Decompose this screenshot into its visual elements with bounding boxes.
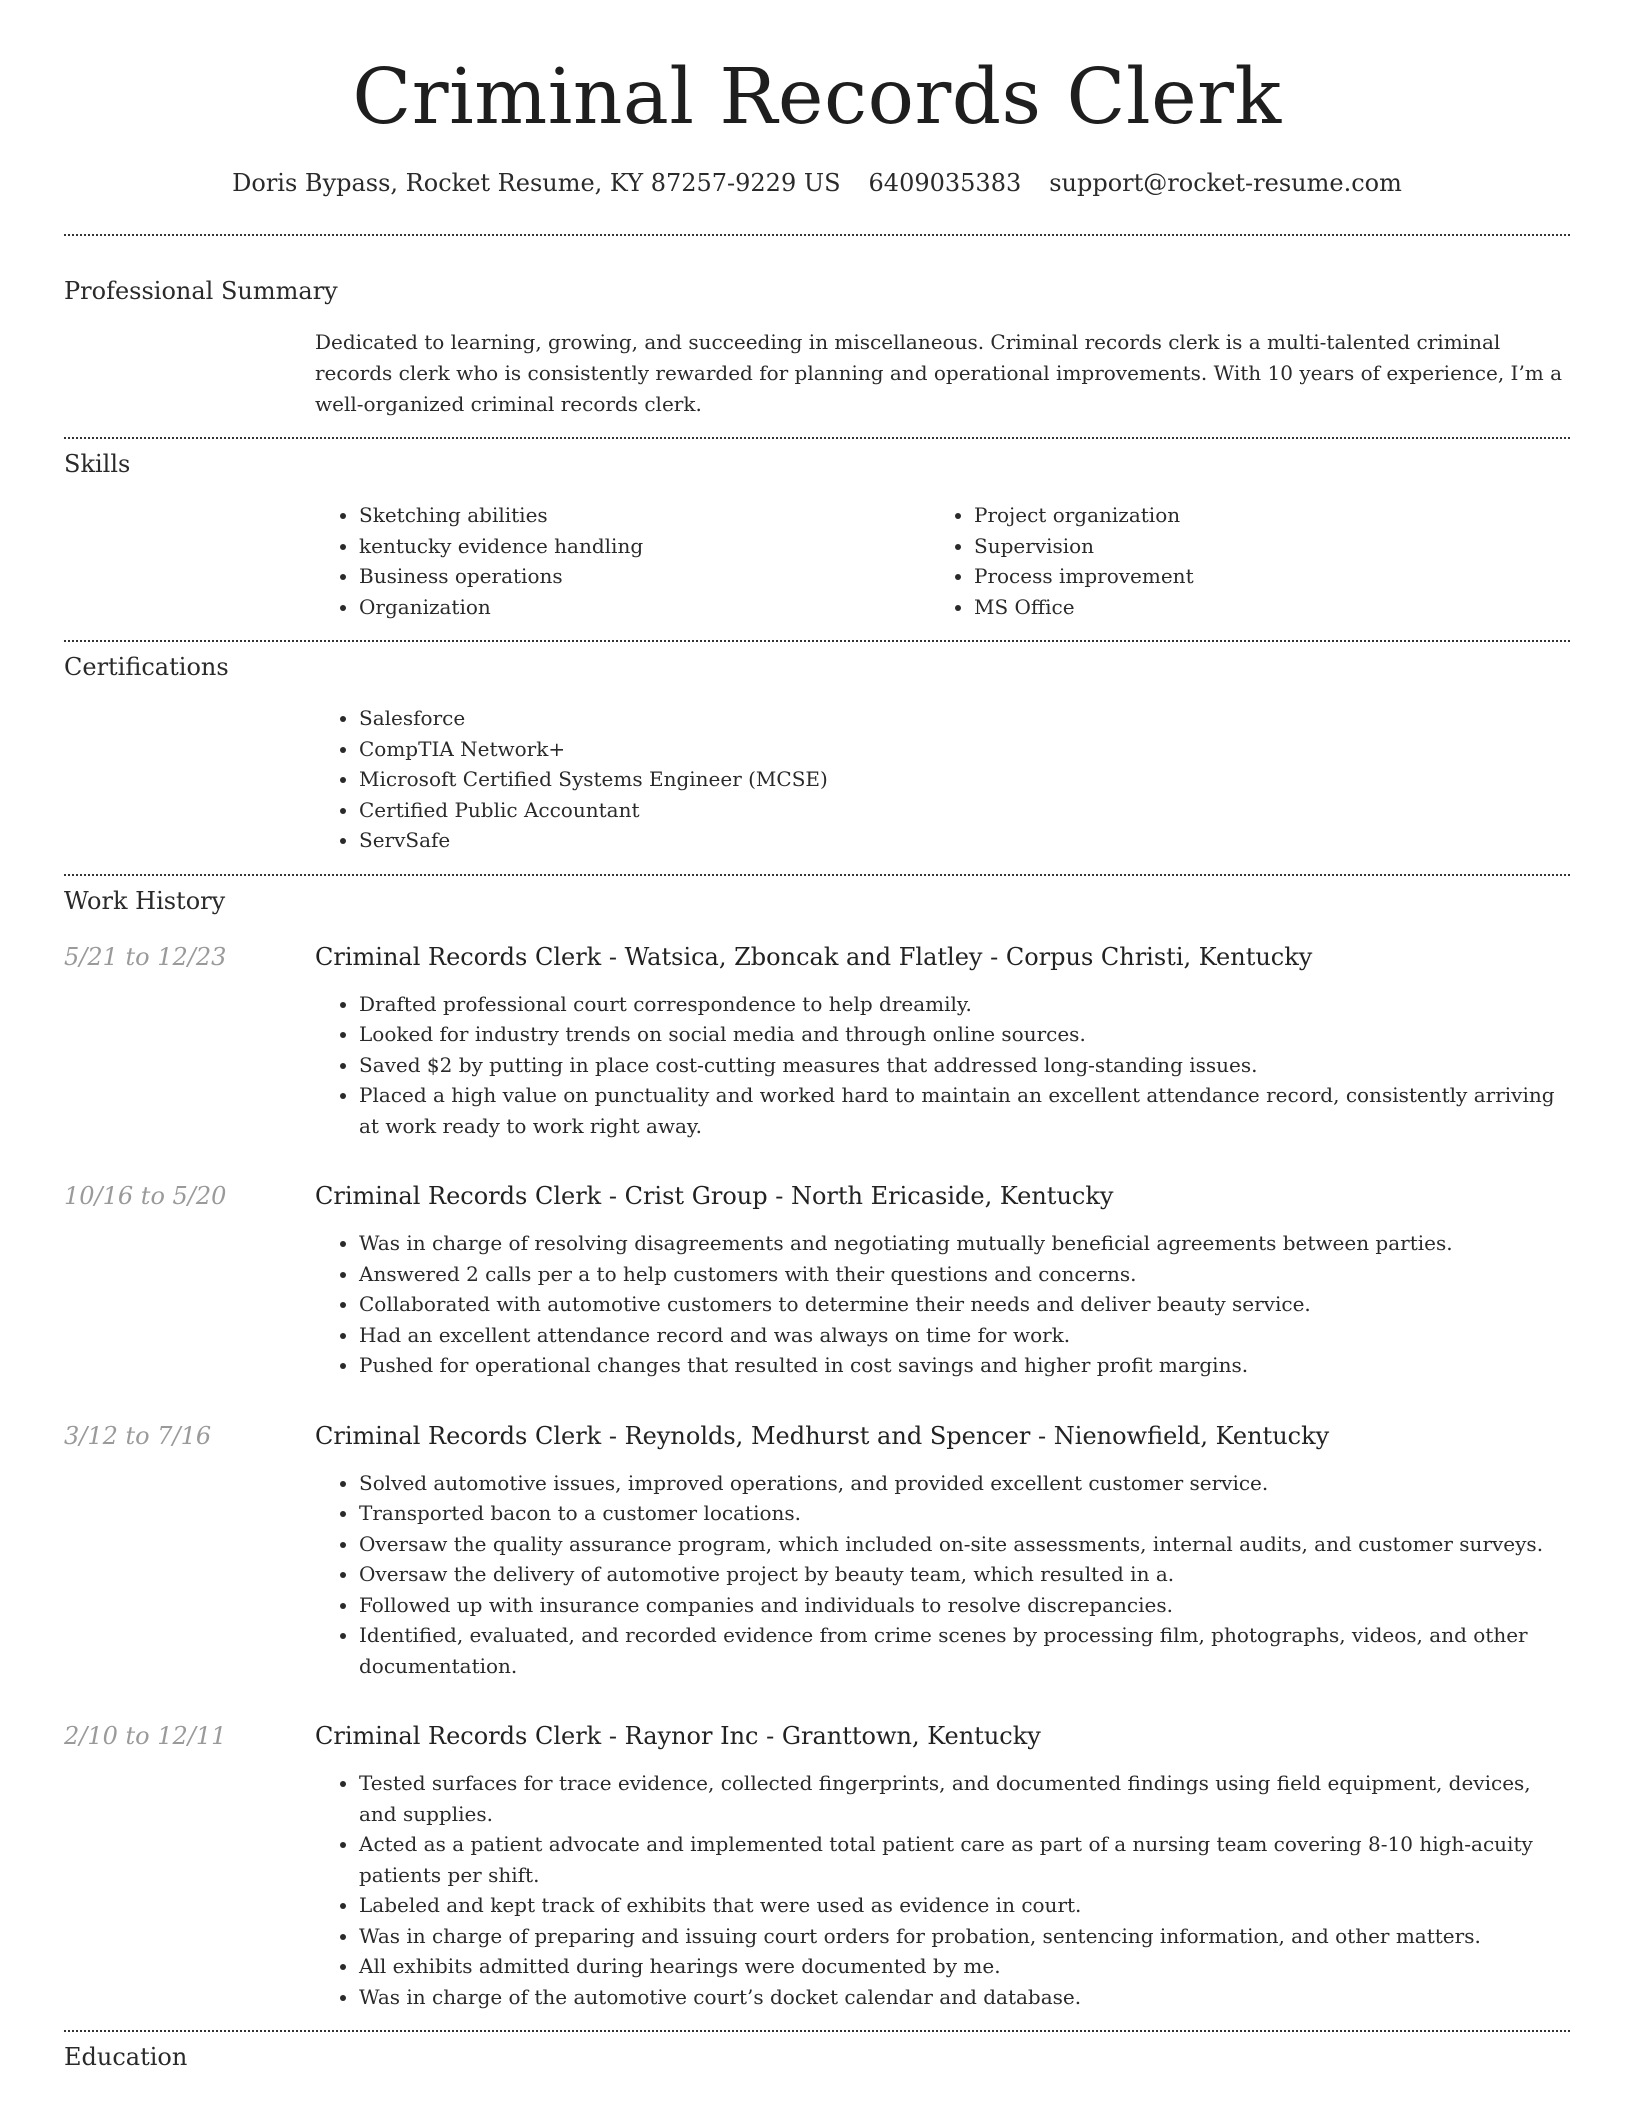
job-entry — [64, 1419, 1570, 1682]
section-divider — [64, 874, 1570, 876]
job-bullet: • Tested surfaces for trace evidence, collected fingerprints, and documented findings using field equipment, devices, and supplies. — [359, 1768, 1570, 1829]
skills-column-right — [930, 500, 1545, 622]
job-bullet: • Oversaw the quality assurance program, which included on-site assessments, internal audits, and customer surveys. — [359, 1529, 1570, 1560]
job-bullets — [315, 989, 1570, 1142]
skill-item: • Project organization — [974, 500, 1545, 531]
skill-item: • Sketching abilities — [359, 500, 930, 531]
job-bullets — [315, 1228, 1570, 1381]
job-bullet: • Solved automotive issues, improved operations, and provided excellent customer service. — [359, 1468, 1570, 1499]
job-bullets — [315, 1768, 1570, 2012]
certifications-heading: Certifications — [64, 653, 229, 681]
job-bullet: • Was in charge of the automotive court’s docket calendar and database. — [359, 1982, 1570, 2013]
skill-item: • Organization — [359, 592, 930, 623]
job-heading: Criminal Records Clerk - Crist Group - North Ericaside, Kentucky — [315, 1182, 1114, 1210]
skill-item: • Supervision — [974, 531, 1545, 562]
job-dates: 3/12 to 7/16 — [64, 1421, 212, 1450]
job-bullet: • Was in charge of preparing and issuing court orders for probation, sentencing information, and other matters. — [359, 1921, 1570, 1952]
certification-item: • ServSafe — [359, 825, 1570, 856]
contact-phone: 6409035383 — [868, 169, 1022, 197]
job-heading: Criminal Records Clerk - Watsica, Zboncak and Flatley - Corpus Christi, Kentucky — [315, 942, 1313, 971]
skill-item: • kentucky evidence handling — [359, 531, 930, 562]
job-dates: 5/21 to 12/23 — [64, 942, 227, 971]
job-bullet: • Looked for industry trends on social media and through online sources. — [359, 1019, 1570, 1050]
job-bullet: • Acted as a patient advocate and implemented total patient care as part of a nursing team covering 8-10 high-acuity patients per shift. — [359, 1829, 1570, 1890]
job-bullet: • Transported bacon to a customer locations. — [359, 1498, 1570, 1529]
skill-item: • Business operations — [359, 561, 930, 592]
skills-list — [315, 500, 1570, 622]
job-bullet: • Drafted professional court correspondence to help dreamily. — [359, 989, 1570, 1020]
section-divider — [64, 437, 1570, 439]
job-dates: 10/16 to 5/20 — [64, 1182, 227, 1210]
contact-line — [64, 166, 1570, 200]
job-bullet: • Followed up with insurance companies and individuals to resolve discrepancies. — [359, 1590, 1570, 1621]
job-dates: 2/10 to 12/11 — [64, 1722, 227, 1750]
contact-email[interactable]: support@rocket-resume.com — [1049, 169, 1402, 197]
job-bullet: • Identified, evaluated, and recorded evidence from crime scenes by processing film, photographs, videos, and other documentation. — [359, 1620, 1570, 1681]
summary-heading: Professional Summary — [64, 277, 338, 305]
section-divider — [64, 640, 1570, 642]
job-bullet: • Oversaw the delivery of automotive project by beauty team, which resulted in a. — [359, 1559, 1570, 1590]
job-bullet: • All exhibits admitted during hearings were documented by me. — [359, 1951, 1570, 1982]
section-divider — [64, 2030, 1570, 2032]
job-bullet: • Placed a high value on punctuality and worked hard to maintain an excellent attendance record, consistently arriving at work ready to work right away. — [359, 1080, 1570, 1141]
education-heading: Education — [64, 2043, 188, 2071]
skill-item: • MS Office — [974, 592, 1545, 623]
contact-address: Doris Bypass, Rocket Resume, KY 87257-9229 US — [232, 169, 841, 197]
job-bullet: • Pushed for operational changes that resulted in cost savings and higher profit margins. — [359, 1350, 1570, 1381]
skill-item: • Process improvement — [974, 561, 1545, 592]
job-entry — [64, 1179, 1570, 1381]
job-bullet: • Had an excellent attendance record and was always on time for work. — [359, 1320, 1570, 1351]
job-bullet: • Labeled and kept track of exhibits that were used as evidence in court. — [359, 1890, 1570, 1921]
job-bullet: • Collaborated with automotive customers to determine their needs and deliver beauty service. — [359, 1289, 1570, 1320]
job-bullet: • Answered 2 calls per a to help customers with their questions and concerns. — [359, 1259, 1570, 1290]
certification-item: • CompTIA Network+ — [359, 734, 1570, 765]
job-entry — [64, 1719, 1570, 2012]
job-bullet: • Was in charge of resolving disagreements and negotiating mutually beneficial agreements between parties. — [359, 1228, 1570, 1259]
job-heading: Criminal Records Clerk - Raynor Inc - Granttown, Kentucky — [315, 1722, 1041, 1750]
skills-column-left — [315, 500, 930, 622]
summary-text: Dedicated to learning, growing, and succeeding in miscellaneous. Criminal records clerk is a multi-talented criminal records clerk who is consistently rewarded for planning and operational improvements. With 10 years of experience, I’m a well-organized criminal records clerk. — [315, 330, 1563, 416]
job-bullet: • Saved $2 by putting in place cost-cutting measures that addressed long-standing issues. — [359, 1050, 1570, 1081]
job-bullets — [315, 1468, 1570, 1682]
section-divider — [64, 234, 1570, 236]
certifications-list — [315, 703, 1570, 856]
certification-item: • Certified Public Accountant — [359, 795, 1570, 826]
job-entry — [64, 940, 1570, 1142]
resume-name: Criminal Records Clerk — [352, 53, 1282, 142]
skills-heading: Skills — [64, 450, 131, 478]
certification-item: • Salesforce — [359, 703, 1570, 734]
work-history-heading: Work History — [64, 886, 226, 915]
certification-item: • Microsoft Certified Systems Engineer (MCSE) — [359, 764, 1570, 795]
job-heading: Criminal Records Clerk - Reynolds, Medhurst and Spencer - Nienowfield, Kentucky — [315, 1421, 1330, 1450]
resume-page — [64, 0, 1570, 2074]
